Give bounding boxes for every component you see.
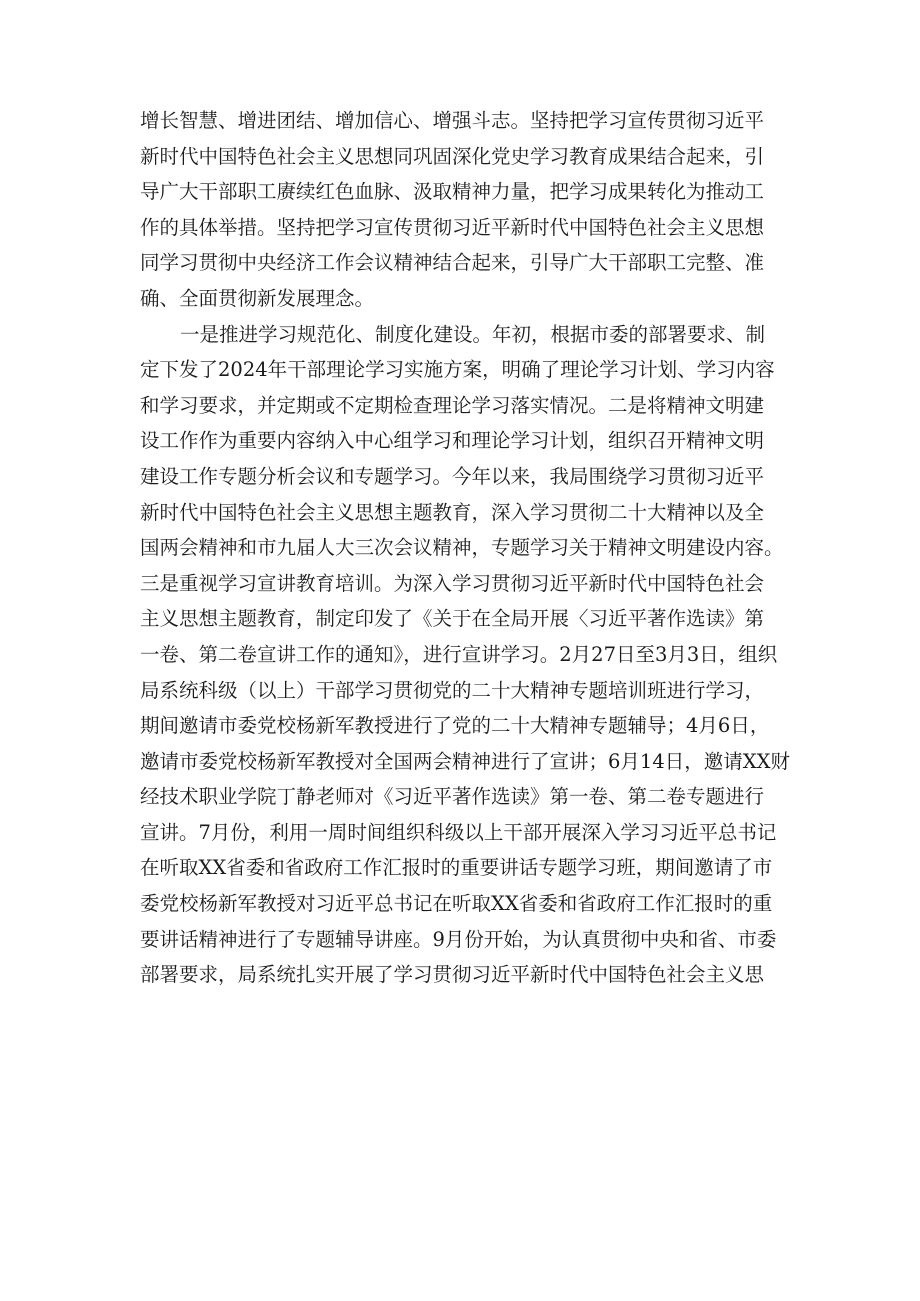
text-line: 主义思想主题教育，制定印发了《关于在全局开展〈习近平著作选读》第 <box>140 607 765 631</box>
text-line: 新时代中国特色社会主义思想同巩固深化党史学习教育成果结合起来，引 <box>140 144 765 168</box>
text-line: 局系统科级（以上）干部学习贯彻党的二十大精神专题培训班进行学习， <box>140 678 765 702</box>
text-line: 期间邀请市委党校杨新军教授进行了党的二十大精神专题辅导；4月6日， <box>140 714 770 738</box>
text-line: 确、全面贯彻新发展理念。 <box>140 286 375 310</box>
text-line: 国两会精神和市九届人大三次会议精神，专题学习关于精神文明建设内容。 <box>140 536 784 560</box>
text-line: 三是重视学习宣讲教育培训。为深入学习贯彻习近平新时代中国特色社会 <box>140 571 765 595</box>
text-line: 建设工作专题分析会议和专题学习。今年以来，我局围绕学习贯彻习近平 <box>140 464 765 488</box>
text-line: 部署要求，局系统扎实开展了学习贯彻习近平新时代中国特色社会主义思 <box>140 963 765 987</box>
text-line: 要讲话精神进行了专题辅导讲座。9月份开始，为认真贯彻中央和省、市委 <box>140 927 777 951</box>
text-line: 增长智慧、增进团结、增加信心、增强斗志。坚持把学习宣传贯彻习近平 <box>140 109 765 132</box>
text-line: 设工作作为重要内容纳入中心组学习和理论学习计划，组织召开精神文明 <box>140 429 765 453</box>
text-line: 新时代中国特色社会主义思想主题教育，深入学习贯彻二十大精神以及全 <box>140 500 765 524</box>
body-text <box>140 103 790 993</box>
text-line: 宣讲。7月份，利用一周时间组织科级以上干部开展深入学习习近平总书记 <box>140 820 777 844</box>
text-line: 和学习要求，并定期或不定期检查理论学习落实情况。二是将精神文明建 <box>140 393 765 417</box>
text-line: 一卷、第二卷宣讲工作的通知》，进行宣讲学习。2月27日至3月3日，组织 <box>140 642 778 666</box>
text-line: 委党校杨新军教授对习近平总书记在听取XX省委和省政府工作汇报时的重 <box>140 892 773 916</box>
text-line: 经技术职业学院丁静老师对《习近平著作选读》第一卷、第二卷专题进行 <box>140 785 765 809</box>
text-line: 导广大干部职工赓续红色血脉、汲取精神力量，把学习成果转化为推动工 <box>140 180 765 204</box>
paragraph-first-line: 一是推进学习规范化、制度化建设。年初，根据市委的部署要求、制 <box>180 322 766 346</box>
text-line: 在听取XX省委和省政府工作汇报时的重要讲话专题学习班，期间邀请了市 <box>140 856 773 880</box>
text-line: 邀请市委党校杨新军教授对全国两会精神进行了宣讲；6月14日，邀请XX财 <box>140 749 790 773</box>
text-line: 定下发了2024年干部理论学习实施方案，明确了理论学习计划、学习内容 <box>140 358 775 382</box>
text-line: 同学习贯彻中央经济工作会议精神结合起来，引导广大干部职工完整、准 <box>140 251 765 275</box>
text-line: 作的具体举措。坚持把学习宣传贯彻习近平新时代中国特色社会主义思想 <box>140 215 765 239</box>
